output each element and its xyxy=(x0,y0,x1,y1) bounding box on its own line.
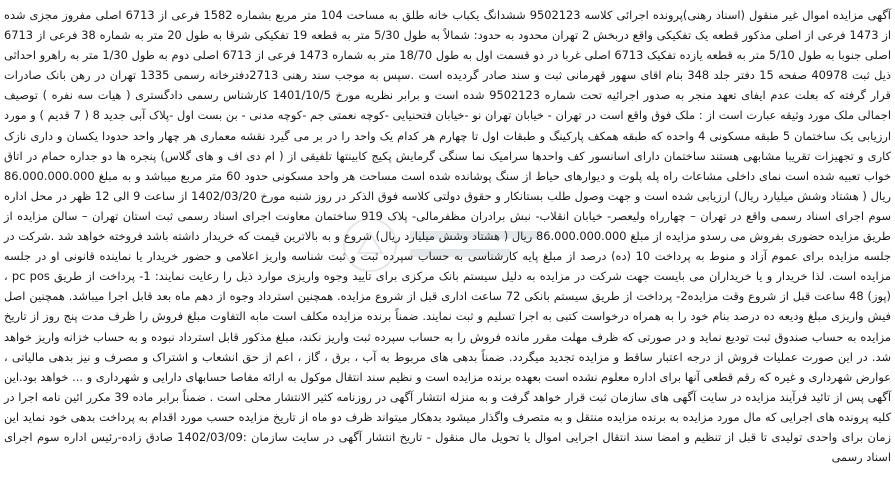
notice-body-text: آگهی مزایده اموال غیر منقول (اسناد رهنی)پرونده اجرائی کلاسه 9502123 ششدانگ یکباب خانه طلق به مساحت 104 متر مربع بشماره 1582 فرعی از 6713 اصلی مفروز مجزی شده از 1473 فرعی از اصلی مذکور قطعه یک تفکیکی واقع دربخش 2 تهران محدود به حدود: شمالاً به طول 5/30 متر به قطعه 19 تفکیکی شرقا به طول 20 متر به شماره 38 فرعی از 6713 اصلی جنوبا به طول 5/10 متر به قطعه یازده تفکیک 6713 اصلی غربا در دو قسمت اول به طول 18/70 متر به شماره 1473 فرعی از 6713 اصلی دوم به طول 1/30 متر به راهرو احداثی ذیل ثبت 40978 صفحه 15 دفتر جلد 348 بنام اقای سهور قهرمانی ثبت و سند صادر گردیده است .سپس به موجب سند رهنی 2713دفترخانه رسمی 1335 تهران در رهن بانک صادرات قرار گرفته که بعلت عدم ایفای تعهد منجر به صدور اجرائیه تحت شماره 9502123 شده است و برابر نظریه مورخ 1401/10/5 کارشناس رسمی دادگستری ( هیات سه نفره ) توصیف اجمالی ملک مورد وثیقه عبارت است از : ملک فوق واقع است در تهران - خیابان تهران نو -خیابان فتحنیایی -کوچه نعمتی جم -کوچه مدنی - بن بست اول -پلاک آبی جدید 8 ( 7 قدیم ) و مورد ارزیابی یک ساختمان 5 طبقه مسکونی 4 واحده که طبقه همکف پارکینگ و طبقات اول تا چهارم هر کدام یک واحد را در بر می گیرد نقشه معماری هر چهار واحد حدودا یکسان و داری نازک کاری و تجهیزات تقریبا مشابهی هستند ساختمان دارای اسانسور کف واحدها سرامیک نما سنگی گرمایش پکیج کابینتها تلفیقی از ( ام دی اف و های گلاس) پنجره ها دو جداره حمام در اتاق خواب تعبیه شده است نمای داخلی مشاعات راه پله پلوت و دیوارهای حیاط از سنگ پوشانده شده است مساحت هر واحد مسکونی حدود 60 متر مربع میباشد و به مبلغ 86.000.000.000 ریال ( هشتاد وشش میلیارد ریال) ارزیابی شده است و جهت وصول طلب بستانکار و حقوق دولتی کلاسه فوق الذکر در روز شنبه مورخ 1402/03/20 از ساعت 9 الی 12 ظهر در محل اداره سوم اجرای اسناد رسمی واقع در تهران – چهارراه ولیعصر- خیابان انقلاب- نبش برادران مظفرمالی- پلاک 919 ساختمان معاونت اجرای اسناد رسمی ثبت استان تهران – سالن مزایده از طریق مزایده حضوری بفروش می رسدو مزایده از مبلغ 86.000.000.000 ریال ( هشتاد وشش میلیارد ریال) شروع و به بالاترین قیمت که خریدار داشته باشد فروخته خواهد شد .شرکت در جلسه مزایده برای عموم آزاد و منوط به پرداخت 10 (ده) درصد از مبلغ پایه کارشناسی به حساب سپرده ثبت و ثبت شناسه واریز اعلامی و حضور خریدار یا نماینده قانونی او در جلسه مزایده است. لذا خریدار و یا خریداران می بایست جهت شرکت در مزایده به دلیل سیستم بانک مرکزی برای تایید وجوه واریزی موارد ذیل را رعایت نمایند: 1- پرداخت از طریق pc pos ، (پوز) 48 ساعت قبل از شروع وقت مزایده2- پرداخت از طریق سیستم بانکی 72 ساعت اداری قبل از شروع مزایده. همچنین استرداد وجوه از دهم ماه بعد قابل اجرا میباشد. همچنین اصل فیش واریزی مبلغ ودیعه ده درصد بنام خود را به همراه درخواست کتبی به اجرا تسلیم و ثبت نمایند. ضمناً برنده مزایده مکلف است مابه التفاوت مبلغ فروش را ظرف مدت پنج روز از تاریخ مزایده به حساب صندوق ثبت تودیع نماید و در صورتی که ظرف مهلت مقرر مانده فروش را به حساب سپرده ثبت واریز نکند، مبلغ مذکور قابل استرداد نبوده و به حساب خزانه واریز خواهد شد. در این صورت عملیات فروش از درجه اعتبار ساقط و مزایده تجدید میگردد. ضمناً بدهی های مربوط به آب ، برق ، گاز ، اعم از حق انشعاب و اشتراک و مصرف و نیز بدهی مالیاتی ، عوارض شهرداری و غیره که رقم قطعی آنها برای اداره معلوم نشده است بعهده برنده مزایده است و نظیم سند انتقال موکول به ارائه مفاصا حسابهای دارایی و شهرداری و ... خواهد بود.این آگهی پس از تائید فرآیند مزایده در سایت آگهی های سازمان ثبت قرار خواهد گرفت و به منزله انتشار آگهی در روزنامه کثیر الانتشار محلی است . ضمناً برابر ماده 39 مکرر ائین نامه اجرا در کلیه پرونده های اجرایی که مال مورد مزایده به برنده مزایده منتقل و به متصرف واگذار میشود بدهکار میتواند ظرف دو ماه از تاریخ مزایده حسب مورد اقدام به پرداخت بدهی خود نماید این زمان برای واحدی تولیدی تا قبل از تنظیم و امضا سند انتقال اجرایی اموال یا تحویل مال منقول - تاریخ انتشار آگهی در سایت سازمان :1402/03/09 صادق زاده-رئیس اداره سوم اجرای اسناد رسمی xyxy=(4,8,892,465)
